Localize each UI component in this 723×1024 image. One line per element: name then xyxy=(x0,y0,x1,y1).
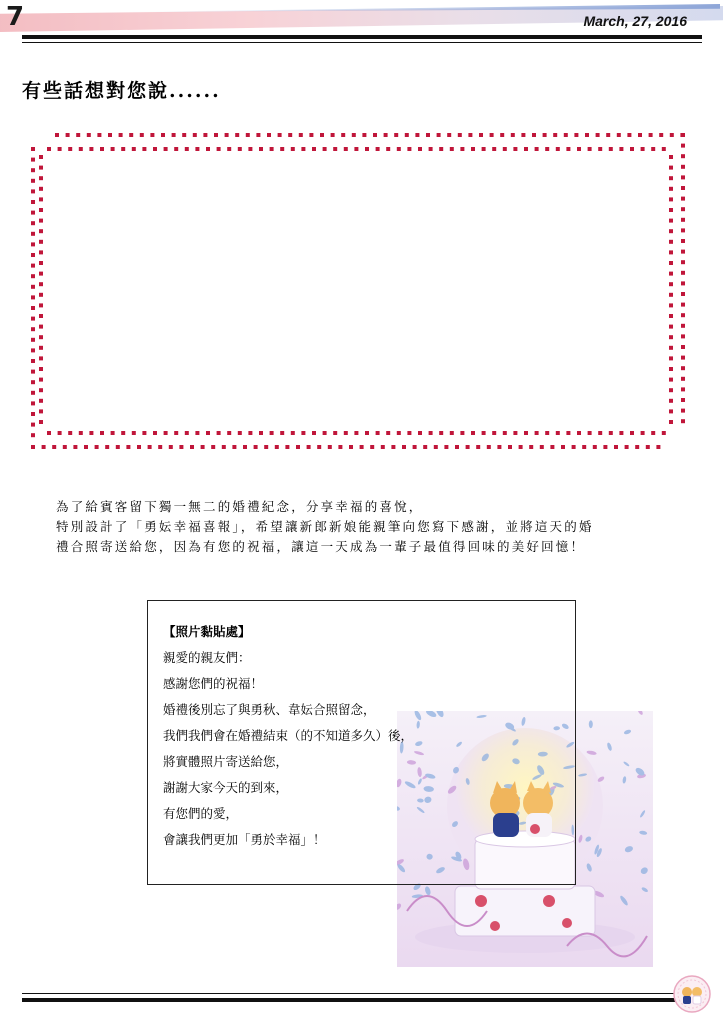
photo-box-heading: 【照片黏貼處】 xyxy=(163,624,251,639)
intro-line: 禮合照寄送給您，因為有您的祝福，讓這一天成為一輩子最值得回味的美好回憶！ xyxy=(56,539,586,554)
couple-logo-icon xyxy=(673,975,711,1013)
photo-box-message xyxy=(163,619,413,853)
header-rule-thick xyxy=(22,35,702,39)
message-line: 婚禮後別忘了與勇秋、韋妘合照留念， xyxy=(163,702,376,717)
intro-paragraph xyxy=(56,497,686,557)
footer-rule-thick xyxy=(22,998,702,1002)
message-line: 會讓我們更加「勇於幸福」！ xyxy=(163,832,326,847)
message-line: 我們我們會在婚禮結束（的不知道多久）後， xyxy=(163,728,414,743)
section-title: 有些話想對您說...... xyxy=(22,80,221,102)
header-date: March, 27, 2016 xyxy=(583,13,687,29)
footer-rule-thin xyxy=(22,993,702,994)
message-line: 親愛的親友們： xyxy=(163,650,251,665)
message-line: 感謝您們的祝福！ xyxy=(163,676,264,691)
intro-line: 為了給賓客留下獨一無二的婚禮紀念，分享幸福的喜悅， xyxy=(56,499,424,514)
message-writing-area[interactable] xyxy=(29,133,685,451)
message-line: 謝謝大家今天的到來， xyxy=(163,780,289,795)
message-line: 有您們的愛， xyxy=(163,806,239,821)
header-rule-thin xyxy=(22,42,702,43)
message-line: 將實體照片寄送給您， xyxy=(163,754,289,769)
intro-line: 特別設計了「勇妘幸福喜報」，希望讓新郎新娘能親筆向您寫下感謝，並將這天的婚 xyxy=(56,519,594,534)
page-number: 7 xyxy=(6,2,25,32)
dotted-frame-border xyxy=(29,133,685,451)
